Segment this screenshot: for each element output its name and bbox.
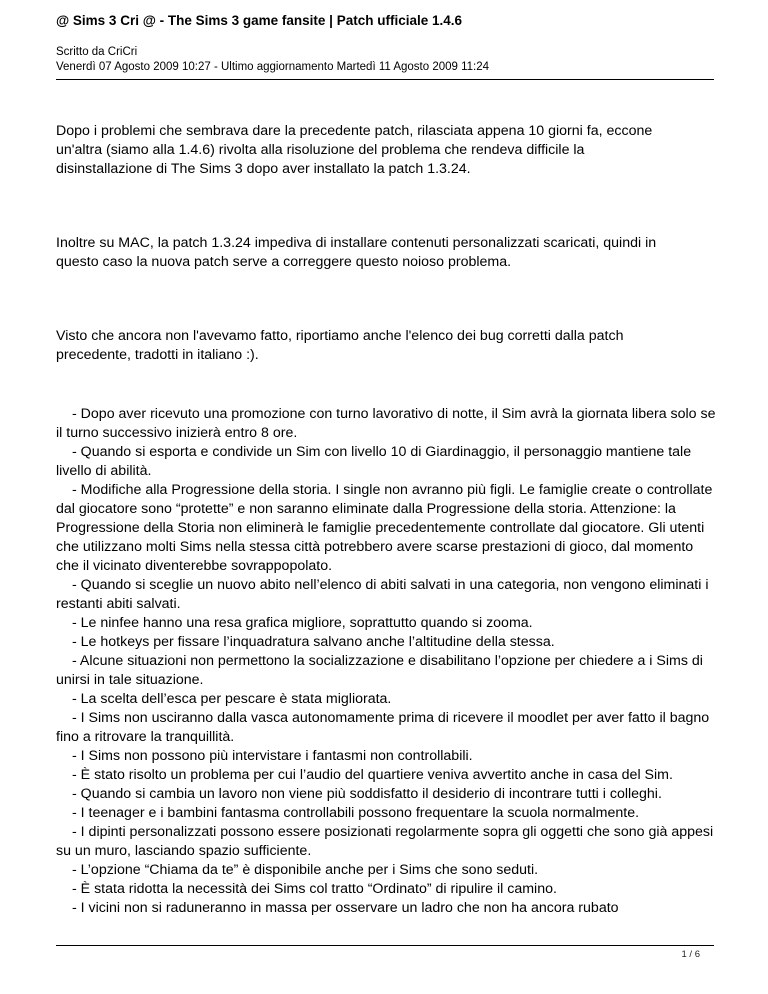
list-item: - Quando si sceglie un nuovo abito nell’elenco di abiti salvati in una categoria, non vengono eliminati i restanti abiti salvati.	[56, 577, 709, 612]
list-item: - I vicini non si raduneranno in massa per osservare un ladro che non ha ancora rubato	[72, 900, 619, 916]
list-item: - Modifiche alla Progressione della storia. I single non avranno più figli. Le famiglie create o controllate dal giocatore sono “protette” e non saranno eliminate dalla Progressione della storia. Attenzione: la Progressione della Storia non eliminerà le famiglie precedentemente controllate dal giocatore. Gli utenti che utilizzano molti Sims nella stessa città potrebbero avere scarse prestazioni di gioco, dal momento che il vicinato diventerebbe sovrappopolato.	[56, 482, 713, 574]
footer-divider	[56, 945, 714, 946]
list-item: - I Sims non usciranno dalla vasca autonomamente prima di ricevere il moodlet per aver fatto il bagno fino a ritrovare la tranquillità.	[56, 710, 710, 745]
list-item: - È stata ridotta la necessità dei Sims col tratto “Ordinato” di ripulire il camino.	[72, 881, 557, 897]
article-meta	[56, 45, 736, 75]
list-item: - Quando si esporta e condivide un Sim con livello 10 di Giardinaggio, il personaggio mantiene tale livello di abilità.	[56, 444, 692, 479]
list-item: - È stato risolto un problema per cui l’audio del quartiere veniva avvertito anche in casa del Sim.	[72, 767, 673, 783]
list-item: - Dopo aver ricevuto una promozione con turno lavorativo di notte, il Sim avrà la giornata libera solo se il turno successivo inizierà entro 8 ore.	[56, 406, 716, 441]
list-item: - L’opzione “Chiama da te” è disponibile anche per i Sims che sono seduti.	[72, 862, 539, 878]
article-body	[56, 122, 716, 918]
list-item: - I teenager e i bambini fantasma controllabili possono frequentare la scuola normalmente.	[72, 805, 640, 821]
buglist-intro-paragraph: Visto che ancora non l'avevamo fatto, riportiamo anche l'elenco dei bug corretti dalla patch precedente, tradotti in italiano :).	[56, 328, 624, 363]
intro-paragraph: Dopo i problemi che sembrava dare la precedente patch, rilasciata appena 10 giorni fa, eccone un'altra (siamo alla 1.4.6) rivolta alla risoluzione del problema che rendeva difficile la disinstallazione di The Sims 3 dopo aver installato la patch 1.3.24.	[56, 123, 653, 177]
mac-paragraph: Inoltre su MAC, la patch 1.3.24 impediva di installare contenuti personalizzati scaricati, quindi in questo caso la nuova patch serve a correggere questo noioso problema.	[56, 235, 657, 270]
page-title: @ Sims 3 Cri @ - The Sims 3 game fansite | Patch ufficiale 1.4.6	[56, 13, 462, 28]
list-item: - I Sims non possono più intervistare i fantasmi non controllabili.	[72, 748, 473, 764]
list-item: - La scelta dell’esca per pescare è stata migliorata.	[72, 691, 392, 707]
date-line: Venerdì 07 Agosto 2009 10:27 - Ultimo aggiornamento Martedì 11 Agosto 2009 11:24	[56, 61, 490, 73]
author-line: Scritto da CriCri	[56, 46, 138, 58]
list-item: - Le hotkeys per fissare l’inquadratura salvano anche l’altitudine della stessa.	[72, 634, 555, 650]
list-item: - Quando si cambia un lavoro non viene più soddisfatto il desiderio di incontrare tutti i colleghi.	[72, 786, 662, 802]
header-divider	[56, 79, 714, 80]
bug-list	[56, 405, 716, 918]
list-item: - Alcune situazioni non permettono la socializzazione e disabilitano l’opzione per chiedere a i Sims di unirsi in tale situazione.	[56, 653, 703, 688]
page-number: 1 / 6	[681, 949, 700, 960]
list-item: - Le ninfee hanno una resa grafica migliore, soprattutto quando si zooma.	[72, 615, 533, 631]
list-item: - I dipinti personalizzati possono essere posizionati regolarmente sopra gli oggetti che sono già appesi su un muro, lasciando spazio sufficiente.	[56, 824, 714, 859]
